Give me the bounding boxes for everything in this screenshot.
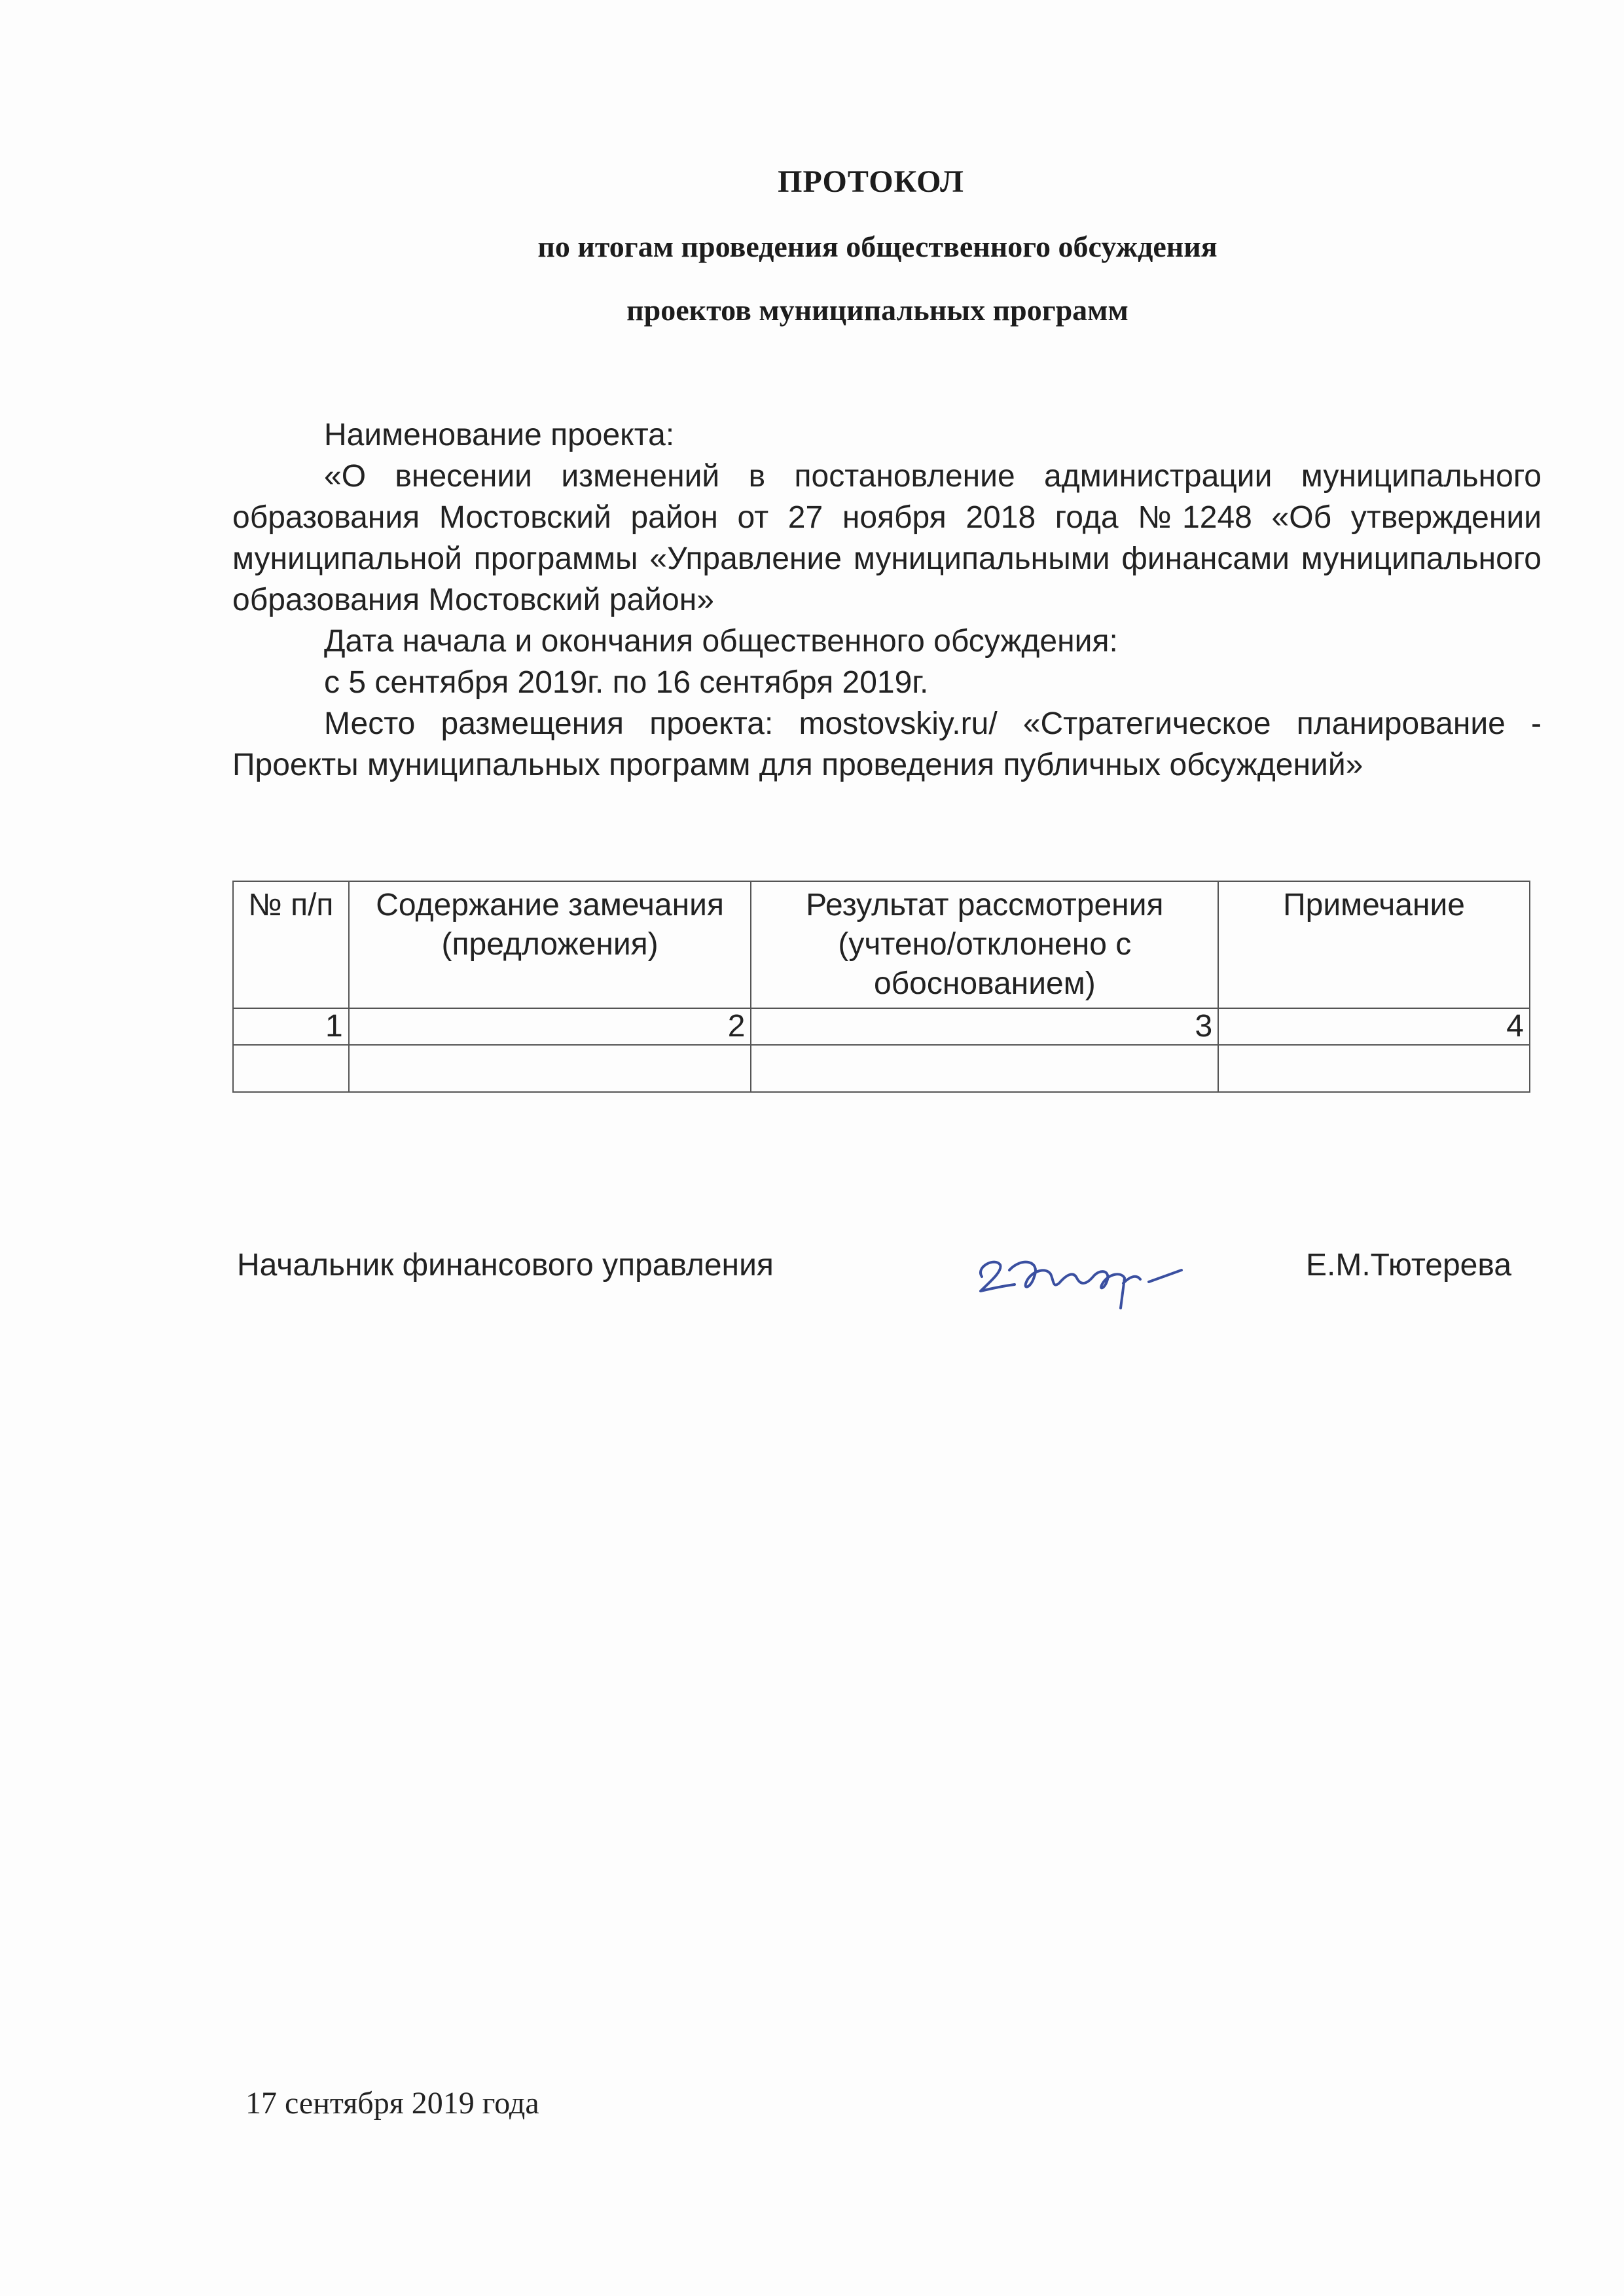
document-subtitle-line1: по итогам проведения общественного обсуждения — [537, 230, 1218, 263]
signature-stroke — [981, 1262, 1182, 1308]
signer-position: Начальник финансового управления — [237, 1248, 774, 1283]
column-number-2: 2 — [349, 1008, 751, 1045]
document-subtitle-line2: проектов муниципальных программ — [626, 293, 1128, 327]
document-body — [232, 414, 1542, 786]
remarks-table — [232, 881, 1530, 1093]
table-cell — [233, 1045, 349, 1092]
column-number-4: 4 — [1218, 1008, 1530, 1045]
discussion-dates-value: с 5 сентября 2019г. по 16 сентября 2019г. — [324, 665, 929, 700]
table-cell — [349, 1045, 751, 1092]
table-row — [233, 1045, 1530, 1092]
handwritten-signature — [969, 1231, 1204, 1316]
discussion-dates-label: Дата начала и окончания общественного обсуждения: — [324, 624, 1118, 659]
header-number: № п/п — [233, 881, 349, 1008]
table-header-row — [233, 881, 1530, 1008]
table-cell — [1218, 1045, 1530, 1092]
column-number-3: 3 — [751, 1008, 1218, 1045]
project-name-label: Наименование проекта: — [324, 418, 675, 452]
table-numbering-row — [233, 1008, 1530, 1045]
signer-name: Е.М.Тютерева — [1306, 1248, 1512, 1283]
project-name-text: «О внесении изменений в постановление администрации муниципального образования Мостовский район от 27 ноября 2018 года №1248 «Об утверждении муниципальной программы «Управление муниципальными финансами муниципального образования Мостовский район» — [232, 459, 1542, 617]
header-review-result: Результат рассмотрения (учтено/отклонено с обоснованием) — [751, 881, 1218, 1008]
column-number-1: 1 — [233, 1008, 349, 1045]
document-title: ПРОТОКОЛ — [778, 164, 964, 199]
table-cell — [751, 1045, 1218, 1092]
project-placement-text: Место размещения проекта: mostovskiy.ru/ «Стратегическое планирование - Проекты муниципальных программ для проведения публичных обсуждений» — [232, 706, 1542, 782]
document-date: 17 сентября 2019 года — [245, 2086, 539, 2121]
header-remark-content: Содержание замечания (предложения) — [349, 881, 751, 1008]
header-note: Примечание — [1218, 881, 1530, 1008]
